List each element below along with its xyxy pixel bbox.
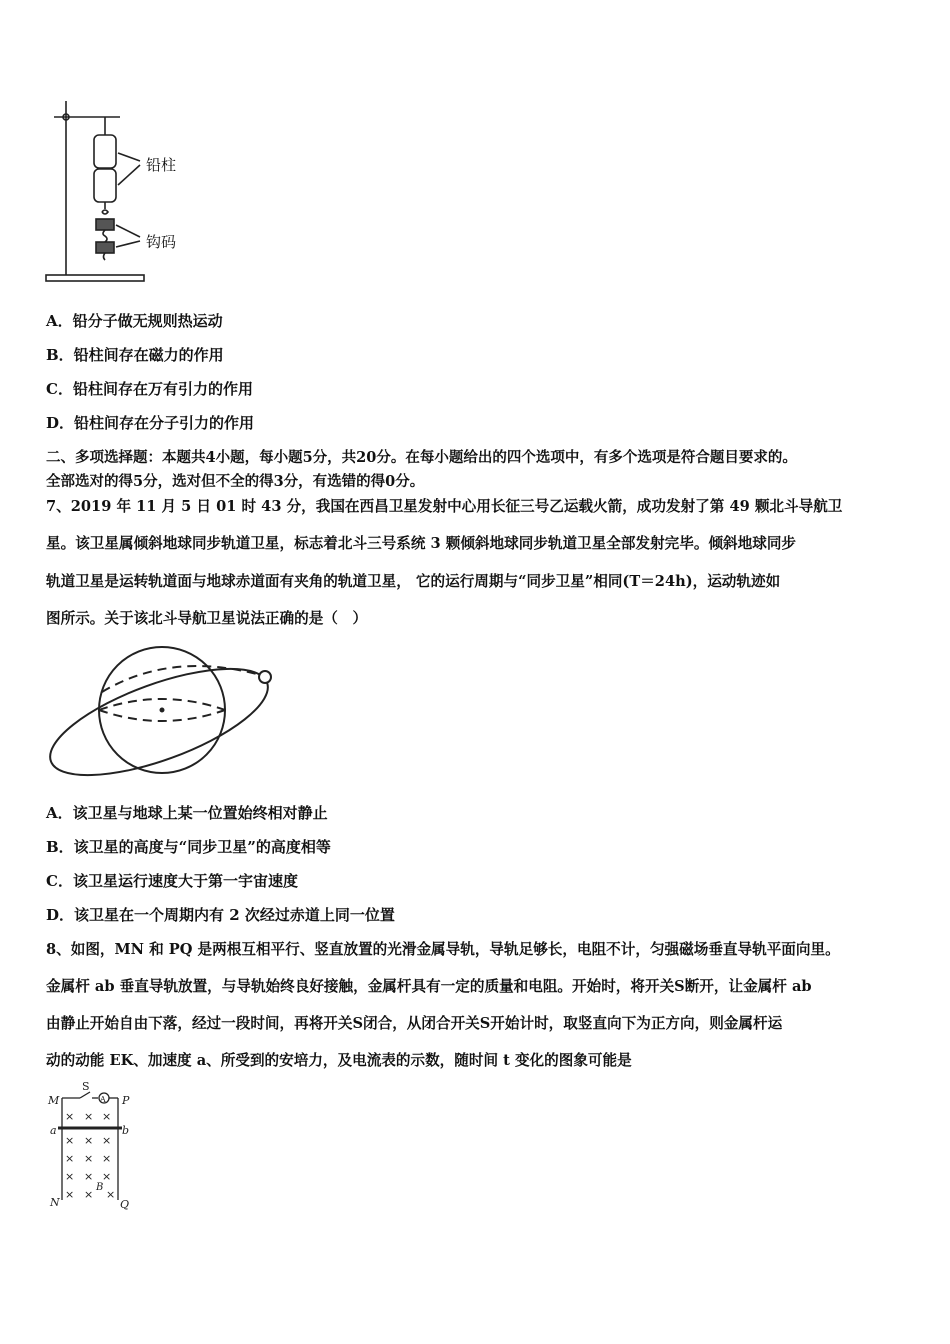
satellite-dot xyxy=(259,671,271,683)
q8-stem-line1: 8、如图，MN 和 PQ 是两根互相平行、竖直放置的光滑金属导轨，导轨足够长，电阻不计，匀强磁场垂直导轨平面向里。 xyxy=(46,941,840,958)
label-m: M xyxy=(48,1094,60,1107)
q7-option-c[interactable]: C．该卫星运行速度大于第一宇宙速度 xyxy=(46,872,298,890)
hook-weight-bottom xyxy=(96,242,114,253)
field-cross: × xyxy=(84,1110,94,1123)
q6-option-d[interactable]: D．铅柱间存在分子引力的作用 xyxy=(46,414,255,432)
field-cross: × xyxy=(102,1170,112,1183)
field-cross: × xyxy=(84,1134,94,1147)
lead-column-bottom xyxy=(94,169,116,202)
stand-base xyxy=(46,275,144,281)
field-cross: × xyxy=(84,1188,94,1201)
lead-column-top xyxy=(94,135,116,168)
q6-option-c[interactable]: C．铅柱间存在万有引力的作用 xyxy=(46,380,253,398)
field-cross: × xyxy=(84,1152,94,1165)
q6-option-b[interactable]: B．铅柱间存在磁力的作用 xyxy=(46,346,224,364)
field-cross: × xyxy=(102,1152,112,1165)
q7-option-b[interactable]: B．该卫星的高度与“同步卫星”的高度相等 xyxy=(46,838,331,856)
label-q: Q xyxy=(120,1198,130,1211)
hook-weight-label: 钩码 xyxy=(146,233,177,251)
q7-option-d[interactable]: D．该卫星在一个周期内有 2 次经过赤道上同一位置 xyxy=(46,906,395,924)
label-s: S xyxy=(82,1082,90,1093)
field-cross: × xyxy=(106,1188,116,1201)
rail-circuit-figure xyxy=(44,1082,144,1212)
satellite-orbit xyxy=(42,647,280,780)
label-p: P xyxy=(122,1094,130,1107)
label-a-meter: A xyxy=(100,1095,106,1104)
field-cross: × xyxy=(102,1134,112,1147)
section2-heading-line2: 全部选对的得5分，选对但不全的得3分，有选错的得0分。 xyxy=(46,473,425,490)
field-cross: × xyxy=(102,1110,112,1123)
q7-stem-line1: 7、2019 年 11 月 5 日 01 时 43 分，我国在西昌卫星发射中心用长征三号乙运载火箭，成功发射了第 49 颗北斗导航卫 xyxy=(46,498,843,515)
q8-stem-line4: 动的动能 EK、加速度 a、所受到的安培力，及电流表的示数，随时间 t 变化的图象可能是 xyxy=(46,1052,632,1069)
field-cross: × xyxy=(65,1170,75,1183)
q7-stem-line4: 图所示。关于该北斗导航卫星说法正确的是（ ） xyxy=(46,610,368,627)
field-cross: × xyxy=(65,1110,75,1123)
hook-weight-top xyxy=(96,219,114,230)
q6-option-a[interactable]: A．铅分子做无规则热运动 xyxy=(46,312,223,330)
q7-option-a[interactable]: A．该卫星与地球上某一位置始终相对静止 xyxy=(46,804,328,822)
section2-heading-line1: 二、多项选择题：本题共4小题，每小题5分，共20分。在每小题给出的四个选项中，有多个选项是符合题目要求的。 xyxy=(46,449,797,466)
q8-stem-line3: 由静止开始自由下落，经过一段时间，再将开关S闭合，从闭合开关S开始计时，取竖直向下为正方向，则金属杆运 xyxy=(46,1015,783,1032)
field-cross: × xyxy=(65,1188,75,1201)
satellite-orbit-figure xyxy=(42,640,282,780)
label-n: N xyxy=(50,1196,60,1209)
label-a: a xyxy=(50,1124,57,1137)
label-b-field: B xyxy=(96,1182,104,1193)
lead-column-apparatus-figure xyxy=(40,95,200,285)
label-b: b xyxy=(122,1124,130,1137)
q8-stem-line2: 金属杆 ab 垂直导轨放置，与导轨始终良好接触，金属杆具有一定的质量和电阻。开始时，将开关S断开，让金属杆 ab xyxy=(46,978,812,995)
lead-column-label: 铅柱 xyxy=(146,156,177,174)
q7-stem-line3: 轨道卫星是运转轨道面与地球赤道面有夹角的轨道卫星， 它的运行周期与“同步卫星”相同(T＝24h)，运动轨迹如 xyxy=(46,573,781,590)
q7-stem-line2: 星。该卫星属倾斜地球同步轨道卫星，标志着北斗三号系统 3 颗倾斜地球同步轨道卫星全部发射完毕。倾斜地球同步 xyxy=(46,535,797,552)
field-cross: × xyxy=(84,1170,94,1183)
field-cross: × xyxy=(65,1134,75,1147)
field-cross: × xyxy=(65,1152,75,1165)
